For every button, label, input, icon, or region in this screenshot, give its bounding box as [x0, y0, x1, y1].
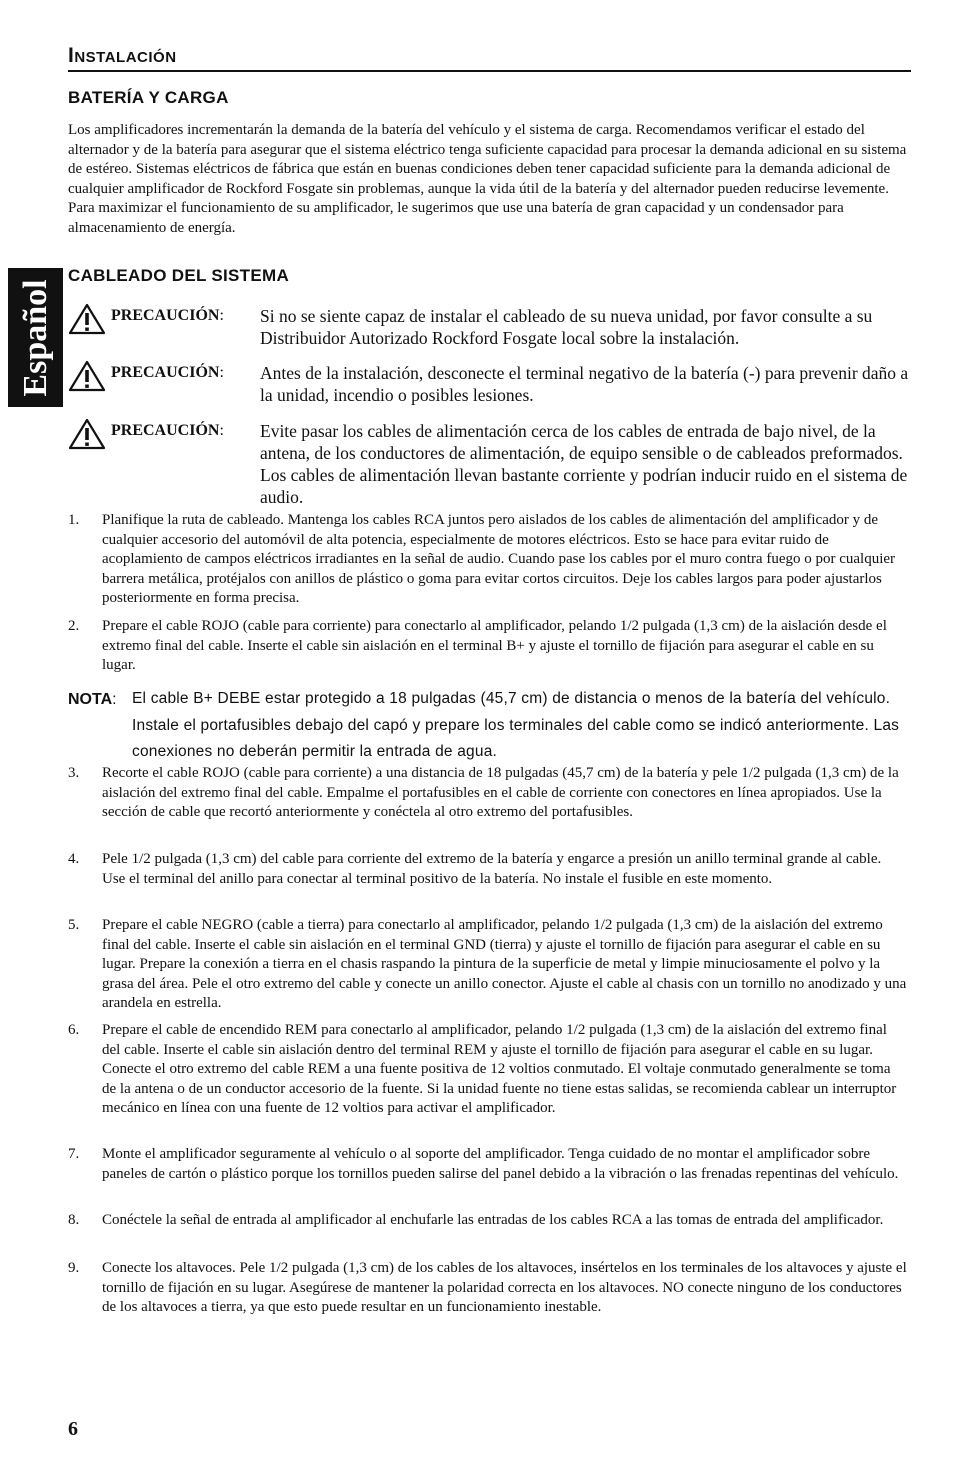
step-text: Recorte el cable ROJO (cable para corriente) a una distancia de 18 pulgadas (45,7 cm) de la batería y pele 1/2 pulgada (1,3 cm) de la aislación del extremo final del cable. Empalme el portafusibles en el cable de corriente con conectores en línea apropiados. Use la sección de cable que recortó anteriormente y conéctela al otro extremo del portafusibles. [102, 765, 899, 820]
step-text: Planifique la ruta de cableado. Mantenga los cables RCA juntos pero aislados de los cables de alimentación del amplificador y de cualquier accesorio del automóvil de alta potencia, especialmente de motores eléctricos. Esto se hace para evitar ruido de acoplamiento de campos eléctricos irradiantes en la señal de audio. Cuando pase los cables por el muro contra fuego o por cualquier barrera metálica, protéjalos con anillos de plástico o goma para evitar cortos circuitos. Deje los cables largos para poder ajustarlos posteriormente en forma precisa. [102, 512, 896, 606]
step-number: 8. [68, 1212, 80, 1228]
caution-label: PRECAUCIÓN: [111, 364, 224, 381]
warning-triangle-icon [68, 303, 106, 335]
step-number: 2. [68, 618, 80, 634]
header-divider [68, 70, 911, 72]
wiring-heading: CABLEADO DEL SISTEMA [68, 266, 290, 285]
caution-label: PRECAUCIÓN: [111, 422, 224, 439]
caution-2 [68, 362, 911, 422]
caution-1 [68, 305, 911, 365]
warning-triangle-icon [68, 418, 106, 450]
warning-triangle-icon [68, 360, 106, 392]
note-text: El cable B+ DEBE estar protegido a 18 pulgadas (45,7 cm) de distancia o menos de la batería del vehículo. Instale el portafusibles debajo del capó y prepare los terminales del cable como se indicó anteriormente. Las conexiones no deberán permitir la entrada de agua. [132, 690, 900, 760]
step-number: 3. [68, 765, 80, 781]
note-label: NOTA: [68, 691, 117, 708]
step-number: 6. [68, 1022, 80, 1038]
step-number: 5. [68, 917, 80, 933]
step-number: 9. [68, 1260, 80, 1276]
step-number: 7. [68, 1146, 80, 1162]
caution-text: Antes de la instalación, desconecte el terminal negativo de la batería (-) para prevenir daño a la unidad, incendio o posibles lesiones. [260, 363, 909, 405]
step-text: Prepare el cable ROJO (cable para corriente) para conectarlo al amplificador, pelando 1/2 pulgada (1,3 cm) de la aislación desde el extremo final del cable. Inserte el cable sin aislación en el terminal B+ y ajuste el tornillo de fijación para asegurar el cable en su lugar. [102, 618, 887, 673]
language-tab [8, 268, 63, 407]
page-number: 6 [68, 1418, 78, 1440]
caution-text: Evite pasar los cables de alimentación cerca de los cables de entrada de bajo nivel, de la antena, de los conductores de alimentación, de equipo sensible o de cableados preformados. Los cables de alimentación llevan bastante corriente y podrían inducir ruido en el sistema de audio. [260, 421, 908, 507]
step-text: Monte el amplificador seguramente al vehículo o al soporte del amplificador. Tenga cuidado de no montar el amplificador sobre paneles de cartón o plástico porque los tornillos pueden salirse del panel debido a la vibración o las frenadas repentinas del vehículo. [102, 1146, 899, 1182]
caution-3 [68, 420, 911, 510]
step-text: Pele 1/2 pulgada (1,3 cm) del cable para corriente del extremo de la batería y engarce a presión un anillo terminal grande al cable. Use el terminal del anillo para conectar al terminal positivo de la batería. No instale el fusible en este momento. [102, 851, 882, 887]
step-text: Conéctele la señal de entrada al amplificador al enchufarle las entradas de los cables RCA a las tomas de entrada del amplificador. [102, 1212, 884, 1228]
battery-paragraph: Los amplificadores incrementarán la demanda de la batería del vehículo y el sistema de carga. Recomendamos verificar el estado del alternador y de la batería para asegurar que el sistema eléctrico tenga suficiente capacidad para procesar la demanda adicional en su sistema de estéreo. Sistemas eléctricos de fábrica que están en buenas condiciones deben tener capacidad suficiente para la demanda adicional de cualquier amplificador de Rockford Fosgate sin problemas, aunque la vida útil de la batería y del alternador pueden reducirse levemente. Para maximizar el funcionamiento de su amplificador, le sugerimos que use una batería de gran capacidad y un condensador para almacenamiento de energía. [68, 122, 907, 236]
step-text: Prepare el cable NEGRO (cable a tierra) para conectarlo al amplificador, pelando 1/2 pulgada (1,3 cm) de la aislación del extremo final del cable. Inserte el cable sin aislación en el terminal GND (tierra) y ajuste el tornillo de fijación para asegurar el cable en su lugar. Prepare la conexión a tierra en el chasis raspando la pintura de la superficie de metal y limpie minuciosamente el polvo y la grasa del área. Pele el otro extremo del cable y conecte un anillo conector. Ajuste el cable al chasis con un tornillo no anodizado y una arandela en estrella. [102, 917, 907, 1011]
step-text: Conecte los altavoces. Pele 1/2 pulgada (1,3 cm) de los cables de los altavoces, insértelos en los terminales de los altavoces y ajuste el tornillo de fijación en su lugar. Asegúrese de mantener la polaridad correcta en los altavoces. NO conecte ninguno de los conductores de los altavoces a tierra, ya que esto puede resultar en un funcionamiento inestable. [102, 1260, 907, 1315]
caution-label: PRECAUCIÓN: [111, 307, 224, 324]
step-number: 1. [68, 512, 80, 528]
step-text: Prepare el cable de encendido REM para conectarlo al amplificador, pelando 1/2 pulgada (1,3 cm) de la aislación del extremo final del cable. Inserte el cable sin aislación dentro del terminal REM y ajuste el tornillo de fijación para asegurar el cable en su lugar. Conecte el otro extremo del cable REM a una fuente positiva de 12 voltios conmutado. El voltaje conmutado generalmente se toma de la antena o de un conductor accesorio de la fuente. Si la unidad fuente no tiene estas salidas, se recomienda cablear un interruptor mecánico en línea con una fuente de 12 voltios para activar el amplificador. [102, 1022, 897, 1116]
step-number: 4. [68, 851, 80, 867]
section-title: Instalación [68, 44, 177, 67]
caution-text: Si no se siente capaz de instalar el cableado de su nueva unidad, por favor consulte a su Distribuidor Autorizado Rockford Fosgate local sobre la instalación. [260, 306, 873, 348]
battery-heading: BATERÍA Y CARGA [68, 88, 229, 107]
language-tab-label: Español [16, 278, 54, 397]
